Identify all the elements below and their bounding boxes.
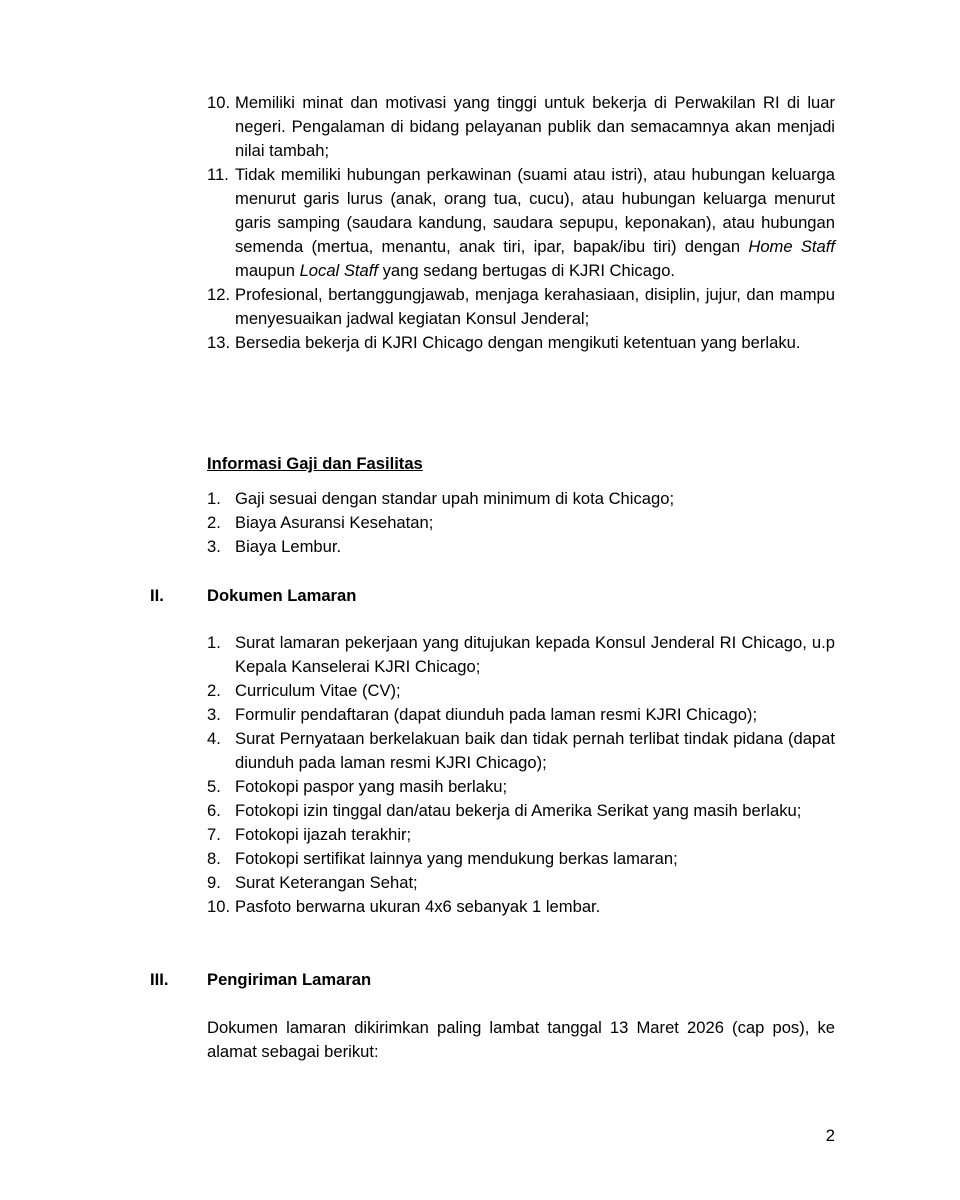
list-item-text: Memiliki minat dan motivasi yang tinggi untuk bekerja di Perwakilan RI di luar negeri. Pengalaman di bidang pelayanan publik dan semacamnya akan menjadi nilai tambah;	[235, 93, 835, 160]
list-item	[207, 511, 835, 535]
list-item-text: Curriculum Vitae (CV);	[235, 681, 401, 700]
list-item-text: Surat Keterangan Sehat;	[235, 873, 418, 892]
list-item-number: 5.	[207, 777, 221, 796]
list-item	[207, 631, 835, 679]
documents-list	[207, 631, 835, 919]
list-item-text: yang sedang bertugas di KJRI Chicago.	[378, 261, 676, 280]
list-item	[207, 871, 835, 895]
section-2-title: Dokumen Lamaran	[207, 586, 357, 605]
list-item-number: 3.	[207, 537, 221, 556]
list-item-text: maupun	[235, 261, 300, 280]
list-item-number: 2.	[207, 513, 221, 532]
list-item	[207, 823, 835, 847]
section-3-title: Pengiriman Lamaran	[207, 970, 372, 989]
list-item	[207, 91, 835, 163]
list-item-text: Biaya Asuransi Kesehatan;	[235, 513, 434, 532]
list-item-text: Fotokopi izin tinggal dan/atau bekerja di Amerika Serikat yang masih berlaku;	[235, 801, 802, 820]
list-item	[207, 703, 835, 727]
list-item-text: Fotokopi paspor yang masih berlaku;	[235, 777, 508, 796]
list-item-emphasis: Home Staff	[748, 237, 835, 256]
list-item-text: Fotokopi ijazah terakhir;	[235, 825, 412, 844]
list-item-number: 10.	[207, 897, 231, 916]
list-item-text: Fotokopi sertifikat lainnya yang mendukung berkas lamaran;	[235, 849, 678, 868]
list-item-number: 12.	[207, 285, 231, 304]
list-item-number: 8.	[207, 849, 221, 868]
salary-heading: Informasi Gaji dan Fasilitas	[207, 454, 423, 473]
list-item-text: Tidak memiliki hubungan perkawinan (suami atau istri), atau hubungan keluarga menurut garis lurus (anak, orang tua, cucu), atau hubungan keluarga menurut garis samping (saudara kandung, saudara sepupu, keponakan), atau hubungan semenda (mertua, menantu, anak tiri, ipar, bapak/ibu tiri) dengan	[235, 165, 835, 256]
list-item-number: 13.	[207, 333, 231, 352]
list-item	[207, 163, 835, 283]
list-item-text: Gaji sesuai dengan standar upah minimum di kota Chicago;	[235, 489, 675, 508]
requirements-list-continued	[207, 91, 835, 355]
list-item-text: Biaya Lembur.	[235, 537, 342, 556]
section-3-number: III.	[150, 970, 169, 989]
list-item-number: 11.	[207, 165, 229, 184]
list-item	[207, 679, 835, 703]
list-item-emphasis: Local Staff	[299, 261, 378, 280]
list-item-number: 4.	[207, 729, 221, 748]
list-item	[207, 487, 835, 511]
list-item-text: Bersedia bekerja di KJRI Chicago dengan mengikuti ketentuan yang berlaku.	[235, 333, 801, 352]
list-item-number: 1.	[207, 633, 221, 652]
page-number: 2	[825, 1126, 835, 1145]
list-item	[207, 535, 835, 559]
list-item	[207, 895, 835, 919]
list-item-number: 6.	[207, 801, 221, 820]
salary-list	[207, 487, 835, 559]
list-item-text: Surat lamaran pekerjaan yang ditujukan kepada Konsul Jenderal RI Chicago, u.p Kepala Kanselerai KJRI Chicago;	[235, 633, 835, 676]
section-3-body: Dokumen lamaran dikirimkan paling lambat tanggal 13 Maret 2026 (cap pos), ke alamat sebagai berikut:	[207, 1018, 835, 1061]
list-item	[207, 283, 835, 331]
section-2-number: II.	[150, 586, 164, 605]
list-item	[207, 847, 835, 871]
list-item-number: 3.	[207, 705, 221, 724]
list-item-text: Formulir pendaftaran (dapat diunduh pada laman resmi KJRI Chicago);	[235, 705, 758, 724]
list-item-text: Pasfoto berwarna ukuran 4x6 sebanyak 1 lembar.	[235, 897, 601, 916]
list-item	[207, 727, 835, 775]
list-item-number: 10.	[207, 93, 231, 112]
list-item	[207, 775, 835, 799]
list-item-number: 1.	[207, 489, 221, 508]
list-item-text: Surat Pernyataan berkelakuan baik dan tidak pernah terlibat tindak pidana (dapat diunduh pada laman resmi KJRI Chicago);	[235, 729, 835, 772]
list-item	[207, 799, 835, 823]
list-item-number: 9.	[207, 873, 221, 892]
list-item	[207, 331, 835, 355]
list-item-number: 2.	[207, 681, 221, 700]
list-item-number: 7.	[207, 825, 221, 844]
list-item-text: Profesional, bertanggungjawab, menjaga kerahasiaan, disiplin, jujur, dan mampu menyesuaikan jadwal kegiatan Konsul Jenderal;	[235, 285, 835, 328]
